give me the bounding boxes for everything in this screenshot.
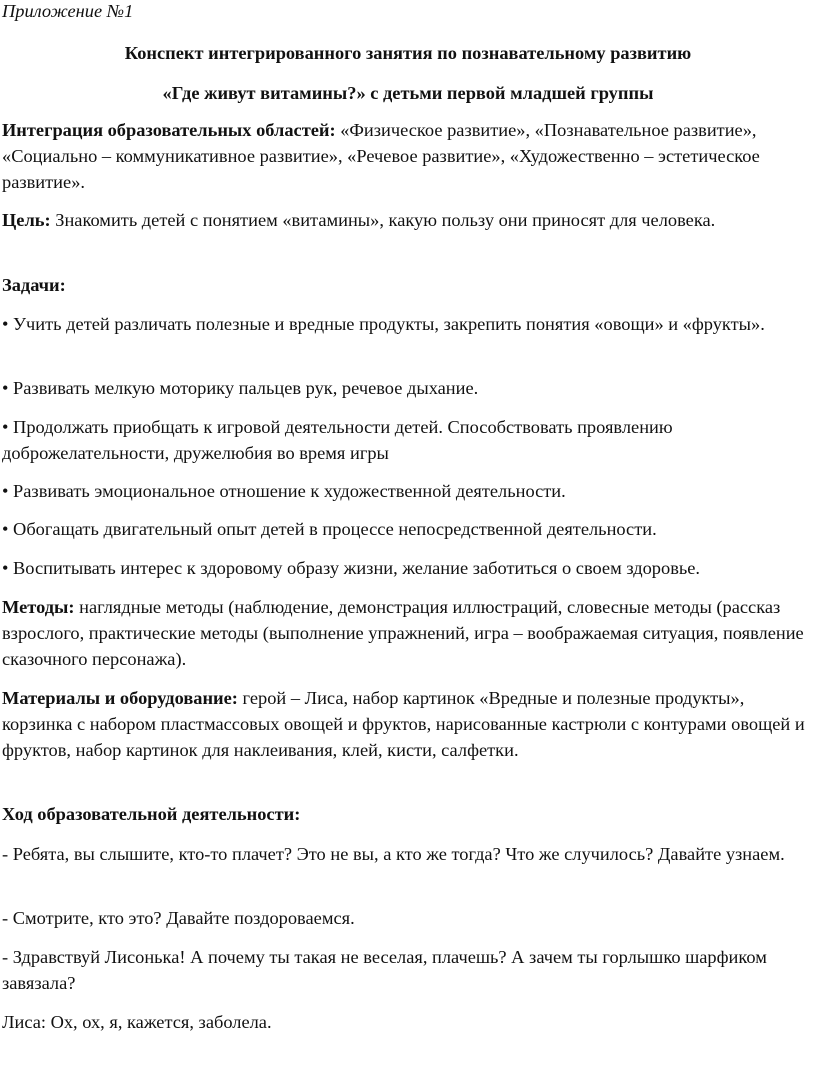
dialogue-line: - Ребята, вы слышите, кто-то плачет? Это не вы, а кто же тогда? Что же случилось? Давайте узнаем. xyxy=(2,844,785,864)
methods-label: Методы: xyxy=(2,597,75,617)
dialogue-line: - Здравствуй Лисонька! А почему ты такая не веселая, плачешь? А зачем ты горлышко шарфиком завязала? xyxy=(2,947,767,993)
materials-text: герой – Лиса, набор картинок «Вредные и полезные продукты», корзинка с набором пластмассовых овощей и фруктов, нарисованные кастрюли с контурами овощей и фруктов, набор картинок для наклеивания, клей, кисти, салфетки. xyxy=(2,688,805,760)
goal-paragraph xyxy=(2,207,810,233)
appendix-label: Приложение №1 xyxy=(2,1,134,21)
task-item: • Продолжать приобщать к игровой деятельности детей. Способствовать проявлению доброжелательности, дружелюбия во время игры xyxy=(2,417,673,463)
task-item: • Развивать эмоциональное отношение к художественной деятельности. xyxy=(2,481,566,501)
integration-label: Интеграция образовательных областей: xyxy=(2,120,336,140)
goal-label: Цель: xyxy=(2,210,51,230)
task-item: • Развивать мелкую моторику пальцев рук, речевое дыхание. xyxy=(2,378,479,398)
materials-paragraph xyxy=(2,685,810,763)
goal-text: Знакомить детей с понятием «витамины», какую пользу они приносят для человека. xyxy=(50,210,716,230)
integration-paragraph xyxy=(2,117,810,195)
task-item: • Воспитывать интерес к здоровому образу жизни, желание заботиться о своем здоровье. xyxy=(2,558,701,578)
task-item: • Учить детей различать полезные и вредные продукты, закрепить понятия «овощи» и «фрукты». xyxy=(2,314,765,334)
course-heading: Ход образовательной деятельности: xyxy=(2,804,301,824)
document-subtitle: «Где живут витамины?» с детьми первой младшей группы xyxy=(162,83,654,103)
dialogue-line: - Смотрите, кто это? Давайте поздороваемся. xyxy=(2,908,355,928)
methods-paragraph xyxy=(2,594,810,672)
methods-text: наглядные методы (наблюдение, демонстрация иллюстраций, словесные методы (рассказ взрослого, практические методы (выполнение упражнений, игра – воображаемая ситуация, появление сказочного персонажа). xyxy=(2,597,804,669)
document-title: Конспект интегрированного занятия по познавательному развитию xyxy=(124,43,692,63)
task-item: • Обогащать двигательный опыт детей в процессе непосредственной деятельности. xyxy=(2,519,657,539)
integration-text: «Физическое развитие», «Познавательное развитие», «Социально – коммуникативное развитие», «Речевое развитие», «Художественно – эстетическое развитие». xyxy=(2,120,760,192)
materials-label: Материалы и оборудование: xyxy=(2,688,238,708)
tasks-heading: Задачи: xyxy=(2,275,66,295)
dialogue-line: Лиса: Ох, ох, я, кажется, заболела. xyxy=(2,1012,272,1032)
